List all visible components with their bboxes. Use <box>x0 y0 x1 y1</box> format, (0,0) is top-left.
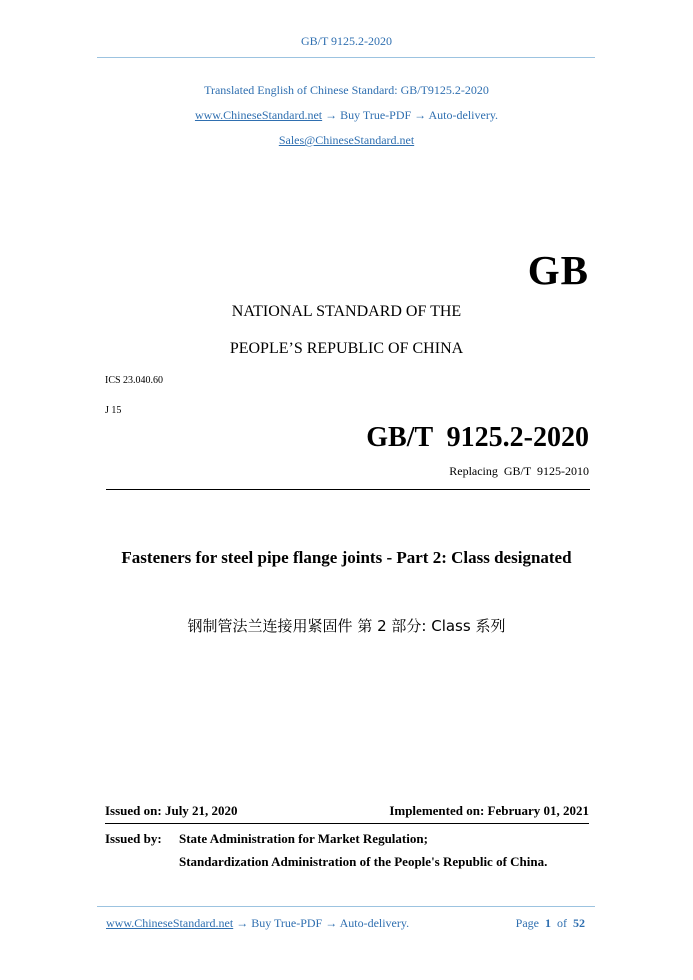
chinese-title: 钢制管法兰连接用紧固件 第 2 部分: Class 系列 <box>187 617 506 635</box>
national-standard-line-2: PEOPLE’S REPUBLIC OF CHINA <box>229 340 464 357</box>
promo-delivery-text: → Buy True-PDF → Auto-delivery. <box>322 108 499 122</box>
footer-delivery-text: → Buy True-PDF → Auto-delivery. <box>233 916 410 930</box>
issuer-1: State Administration for Market Regulation; <box>179 831 428 846</box>
english-title: Fasteners for steel pipe flange joints - Part 2: Class designated <box>121 548 572 567</box>
page-total: 52 <box>573 916 585 930</box>
promo-line <box>0 108 693 123</box>
page-current: 1 <box>545 916 551 930</box>
issuance-divider <box>105 823 589 824</box>
national-standard-line-1: NATIONAL STANDARD OF THE <box>231 303 462 320</box>
title-divider <box>106 489 590 490</box>
page-of: of <box>551 916 573 930</box>
issued-on-date: Issued on: July 21, 2020 <box>105 803 238 818</box>
implemented-on-date: Implemented on: February 01, 2021 <box>389 803 589 818</box>
issuer-2: Standardization Administration of the People's Republic of China. <box>179 854 548 869</box>
sales-line <box>0 133 693 148</box>
sales-email-link[interactable]: Sales@ChineseStandard.net <box>278 133 415 147</box>
ics-code: ICS 23.040.60 <box>105 375 164 386</box>
j-code: J 15 <box>105 405 122 416</box>
page-label: Page <box>515 916 545 930</box>
header-divider <box>97 57 595 58</box>
replacing-standard: Replacing GB/T 9125-2010 <box>449 464 589 478</box>
footer-divider <box>97 906 595 907</box>
running-header-title: GB/T 9125.2-2020 <box>300 34 393 48</box>
translation-notice: Translated English of Chinese Standard: GB/T9125.2-2020 <box>204 83 489 97</box>
footer-promo <box>106 916 409 931</box>
gb-mark: GB <box>527 247 589 293</box>
standard-number: GB/T 9125.2-2020 <box>366 422 589 453</box>
issued-by-label: Issued by: <box>105 831 162 846</box>
page-indicator <box>516 916 585 931</box>
footer-website-link[interactable]: www.ChineseStandard.net <box>106 916 234 930</box>
website-link[interactable]: www.ChineseStandard.net <box>194 108 323 122</box>
